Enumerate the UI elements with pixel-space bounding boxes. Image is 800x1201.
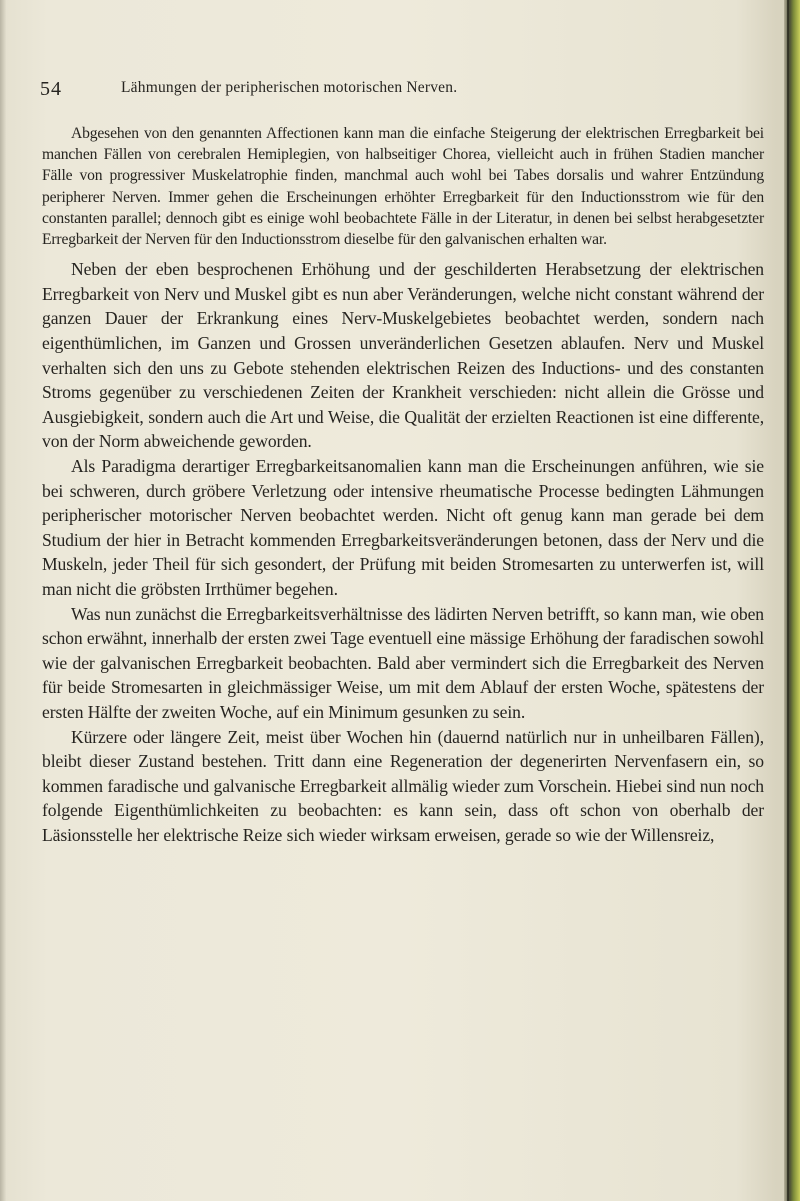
paragraph-1: Abgesehen von den genannten Affectionen kann man die einfache Steigerung der elektrischen Erregbarkeit bei manchen Fällen von cerebralen Hemiplegien, von halbseitiger Chorea, vielleicht auch in frühen Stadien mancher Fälle von progressiver Muskelatrophie finden, manchmal auch wohl bei Tabes dorsalis und wahrer Entzündung peripherer Nerven. Immer gehen die Erscheinungen erhöhter Erregbarkeit für den Inductionsstrom wie für den constanten parallel; dennoch gibt es einige wohl beobachtete Fälle in der Literatur, in denen bei selbst herabgesetzter Erregbarkeit der Nerven für den Inductionsstrom dieselbe für den galvanischen erhalten war. xyxy=(42,125,764,249)
text-body xyxy=(42,123,764,847)
paragraph-2: Neben der eben besprochenen Erhöhung und der geschilderten Herabsetzung der elektrischen Erregbarkeit von Nerv und Muskel gibt es nun aber Veränderungen, welche nicht constant während der ganzen Dauer der Erkrankung eines Nerv-Muskelgebietes beobachtet werden, sondern nach eigenthümlichen, im Ganzen und Grossen unveränderlichen Gesetzen ablaufen. Nerv und Muskel verhalten sich den uns zu Gebote stehenden elektrischen Reizen des Inductions- und des constanten Stroms gegenüber zu verschiedenen Zeiten der Krankheit verschieden: nicht allein die Grösse und Ausgiebigkeit, sondern auch die Art und Weise, die Qualität der erzielten Reactionen ist eine differente, von der Norm abweichende geworden. xyxy=(42,259,764,452)
paragraph-5: Kürzere oder längere Zeit, meist über Wochen hin (dauernd natürlich nur in unheilbaren Fällen), bleibt dieser Zustand bestehen. Tritt dann eine Regeneration der degenerirten Nervenfasern ein, so kommen faradische und galvanische Erregbarkeit allmälig wieder zum Vorschein. Hiebei sind nun noch folgende Eigenthümlichkeiten zu beobachten: es kann sein, dass oft schon von oberhalb der Läsionsstelle her elektrische Reize sich wieder wirksam erweisen, gerade so wie der Willensreiz, xyxy=(42,726,764,845)
paragraph-3: Als Paradigma derartiger Erregbarkeitsanomalien kann man die Erscheinungen anführen, wie sie bei schweren, durch gröbere Verletzung oder intensive rheumatische Processe bedingten Lähmungen peripherischer motorischer Nerven beobachtet werden. Nicht oft genug kann man gerade bei dem Studium der hier in Betracht kommenden Erregbarkeitsveränderungen betonen, dass der Nerv und die Muskeln, jeder Theil für sich gesondert, der Prüfung mit beiden Stromesarten zu unterwerfen ist, will man nicht die gröbsten Irrthümer begehen. xyxy=(42,455,764,599)
paragraph-4: Was nun zunächst die Erregbarkeitsverhältnisse des lädirten Nerven betrifft, so kann man, wie oben schon erwähnt, innerhalb der ersten zwei Tage eventuell eine mässige Erhöhung der faradischen sowohl wie der galvanischen Erregbarkeit beobachten. Bald aber vermindert sich die Erregbarkeit des Nerven für beide Stromesarten in gleichmässiger Weise, um mit dem Ablauf der ersten Woche, spätestens der ersten Hälfte der zweiten Woche, auf ein Minimum gesunken zu sein. xyxy=(42,603,764,722)
page-left-shadow xyxy=(0,0,6,1201)
book-binding-edge xyxy=(784,0,800,1201)
running-header xyxy=(40,78,770,104)
page-number: 54 xyxy=(40,78,62,100)
running-title: Lähmungen der peripherischen motorischen Nerven. xyxy=(121,79,458,96)
